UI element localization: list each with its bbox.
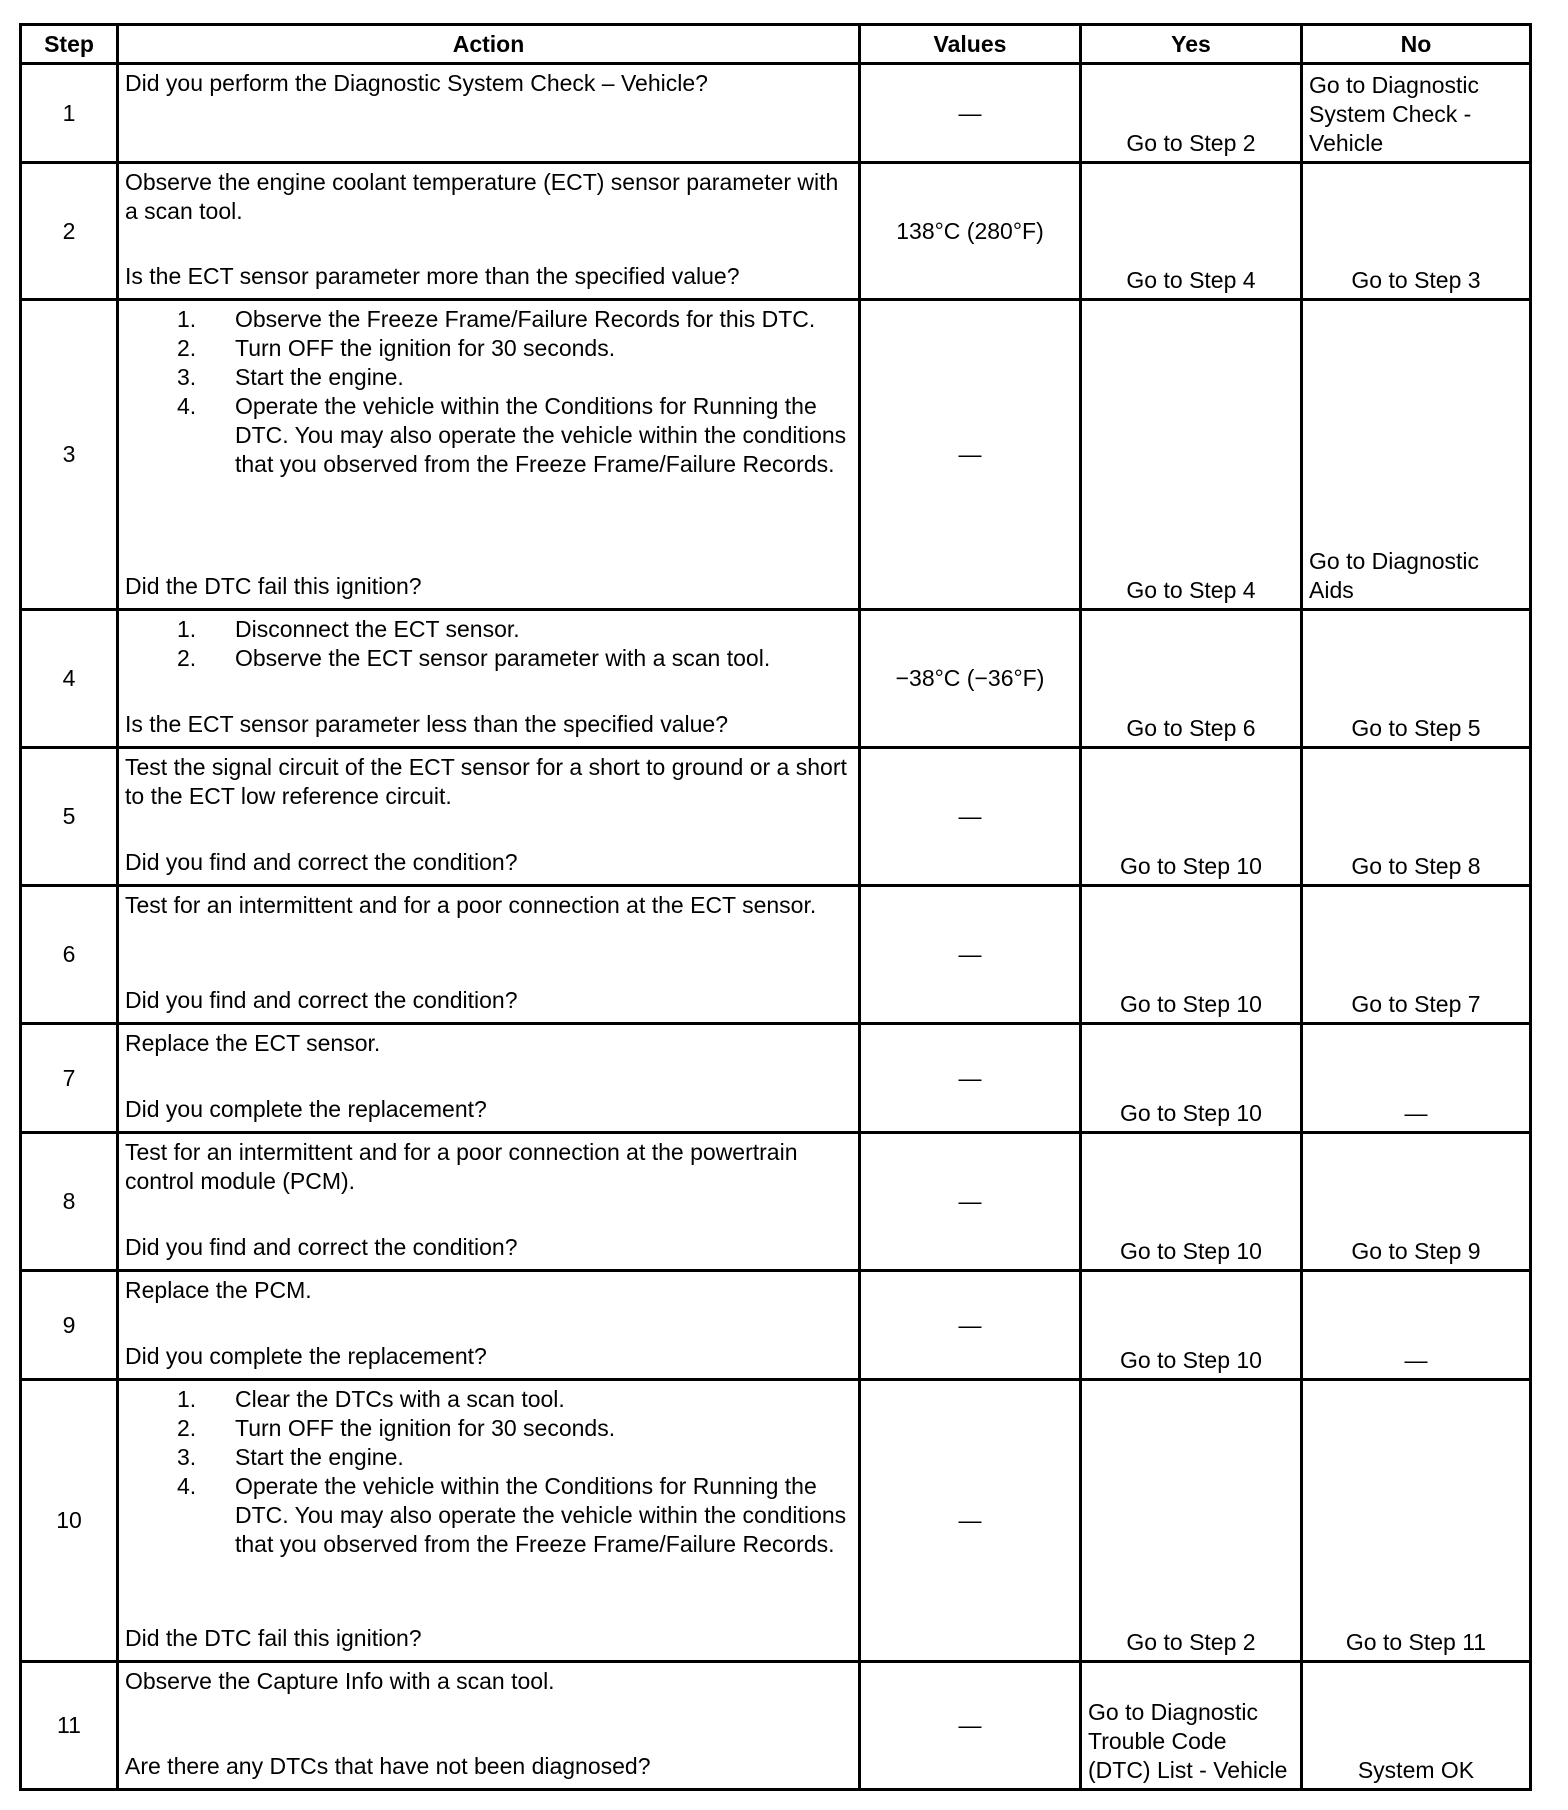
list-item-text: Operate the vehicle within the Conditions for Running the DTC. You may also operate the vehicle within the conditions that you observed from the Freeze Frame/Failure Records.	[235, 393, 847, 477]
step-number: 8	[21, 1133, 118, 1271]
yes-cell: Go to Step 10	[1081, 1271, 1302, 1380]
no-cell: System OK	[1302, 1662, 1531, 1790]
list-item-text: Clear the DTCs with a scan tool.	[235, 1386, 565, 1412]
action-cell	[118, 610, 860, 748]
no-cell: Go to Step 9	[1302, 1133, 1531, 1271]
no-cell: Go to Step 8	[1302, 748, 1531, 886]
step-number: 3	[21, 300, 118, 610]
yes-cell: Go to Step 4	[1081, 163, 1302, 300]
action-question: Is the ECT sensor parameter more than the specified value?	[125, 263, 740, 289]
action-cell	[118, 64, 860, 163]
action-question: Did the DTC fail this ignition?	[125, 573, 422, 599]
table-row	[21, 1380, 1531, 1662]
action-question: Did you complete the replacement?	[125, 1343, 487, 1369]
step-number: 7	[21, 1024, 118, 1133]
list-item	[125, 363, 852, 392]
table-row	[21, 748, 1531, 886]
action-steps-list	[125, 1385, 852, 1559]
list-item	[125, 392, 852, 479]
list-item	[125, 1472, 852, 1559]
list-item-text: Operate the vehicle within the Conditions for Running the DTC. You may also operate the vehicle within the conditions that you observed from the Freeze Frame/Failure Records.	[235, 1473, 847, 1557]
list-item	[125, 1414, 852, 1443]
yes-cell: Go to Step 6	[1081, 610, 1302, 748]
action-text: Replace the ECT sensor.	[125, 1030, 381, 1056]
value-cell: —	[860, 886, 1081, 1024]
list-item-number: 1.	[177, 1386, 197, 1412]
action-question: Did you complete the replacement?	[125, 1096, 487, 1122]
list-item-number: 2.	[177, 335, 197, 361]
action-cell	[118, 1024, 860, 1133]
table-row	[21, 163, 1531, 300]
list-item	[125, 644, 852, 673]
action-cell	[118, 1133, 860, 1271]
value-cell: —	[860, 64, 1081, 163]
list-item-number: 2.	[177, 1415, 197, 1441]
yes-cell: Go to Step 2	[1081, 64, 1302, 163]
value-cell: —	[860, 1133, 1081, 1271]
value-cell: —	[860, 300, 1081, 610]
header-step: Step	[21, 25, 118, 64]
action-cell	[118, 163, 860, 300]
action-text: Test the signal circuit of the ECT sensor for a short to ground or a short to the ECT low reference circuit.	[125, 754, 847, 809]
table-row	[21, 1133, 1531, 1271]
list-item-text: Start the engine.	[235, 364, 404, 390]
action-text: Replace the PCM.	[125, 1277, 312, 1303]
action-steps-list	[125, 305, 852, 479]
action-text: Observe the Capture Info with a scan tool.	[125, 1668, 555, 1694]
value-cell: —	[860, 1380, 1081, 1662]
list-item	[125, 305, 852, 334]
table-row	[21, 1024, 1531, 1133]
step-number: 10	[21, 1380, 118, 1662]
action-text: Observe the engine coolant temperature (ECT) sensor parameter with a scan tool.	[125, 169, 839, 224]
action-steps-list	[125, 615, 852, 673]
no-cell: —	[1302, 1271, 1531, 1380]
list-item-text: Observe the ECT sensor parameter with a scan tool.	[235, 645, 771, 671]
value-cell: —	[860, 1024, 1081, 1133]
list-item-number: 3.	[177, 364, 197, 390]
header-yes: Yes	[1081, 25, 1302, 64]
list-item-number: 1.	[177, 306, 197, 332]
step-number: 4	[21, 610, 118, 748]
value-cell: —	[860, 1271, 1081, 1380]
action-cell	[118, 1662, 860, 1790]
list-item	[125, 615, 852, 644]
action-text: Did you perform the Diagnostic System Check – Vehicle?	[125, 70, 708, 96]
list-item	[125, 334, 852, 363]
no-cell: Go to Step 3	[1302, 163, 1531, 300]
step-number: 6	[21, 886, 118, 1024]
yes-cell: Go to Step 10	[1081, 886, 1302, 1024]
table-row	[21, 1271, 1531, 1380]
list-item-text: Turn OFF the ignition for 30 seconds.	[235, 335, 616, 361]
action-cell	[118, 748, 860, 886]
header-row	[21, 25, 1531, 64]
action-question: Is the ECT sensor parameter less than the specified value?	[125, 711, 729, 737]
list-item-number: 1.	[177, 616, 197, 642]
list-item-text: Turn OFF the ignition for 30 seconds.	[235, 1415, 616, 1441]
value-cell: −38°C (−36°F)	[860, 610, 1081, 748]
header-action: Action	[118, 25, 860, 64]
action-cell	[118, 1271, 860, 1380]
table-body	[21, 64, 1531, 1790]
step-number: 1	[21, 64, 118, 163]
step-number: 5	[21, 748, 118, 886]
action-question: Did you find and correct the condition?	[125, 1234, 518, 1260]
list-item-text: Disconnect the ECT sensor.	[235, 616, 520, 642]
no-cell: Go to Diagnostic System Check - Vehicle	[1302, 64, 1531, 163]
action-question: Did the DTC fail this ignition?	[125, 1625, 422, 1651]
list-item-number: 4.	[177, 393, 197, 419]
action-text: Test for an intermittent and for a poor connection at the powertrain control module (PCM).	[125, 1139, 798, 1194]
no-cell: Go to Diagnostic Aids	[1302, 300, 1531, 610]
list-item	[125, 1385, 852, 1414]
no-cell: Go to Step 11	[1302, 1380, 1531, 1662]
header-values: Values	[860, 25, 1081, 64]
table-row	[21, 1662, 1531, 1790]
table-row	[21, 886, 1531, 1024]
action-text: Test for an intermittent and for a poor connection at the ECT sensor.	[125, 892, 817, 918]
table-row	[21, 610, 1531, 748]
action-cell	[118, 886, 860, 1024]
action-question: Did you find and correct the condition?	[125, 987, 518, 1013]
yes-cell: Go to Step 2	[1081, 1380, 1302, 1662]
action-cell	[118, 300, 860, 610]
list-item-number: 4.	[177, 1473, 197, 1499]
table-row	[21, 64, 1531, 163]
list-item-number: 2.	[177, 645, 197, 671]
list-item	[125, 1443, 852, 1472]
yes-cell: Go to Diagnostic Trouble Code (DTC) List - Vehicle	[1081, 1662, 1302, 1790]
diagnostic-table	[19, 23, 1532, 1791]
yes-cell: Go to Step 10	[1081, 1024, 1302, 1133]
yes-cell: Go to Step 10	[1081, 1133, 1302, 1271]
action-question: Are there any DTCs that have not been diagnosed?	[125, 1753, 651, 1779]
action-cell	[118, 1380, 860, 1662]
step-number: 9	[21, 1271, 118, 1380]
table-row	[21, 300, 1531, 610]
action-question: Did you find and correct the condition?	[125, 849, 518, 875]
value-cell: —	[860, 748, 1081, 886]
diagnostic-table-container	[19, 23, 1532, 1791]
step-number: 11	[21, 1662, 118, 1790]
header-no: No	[1302, 25, 1531, 64]
list-item-number: 3.	[177, 1444, 197, 1470]
no-cell: Go to Step 5	[1302, 610, 1531, 748]
yes-cell: Go to Step 10	[1081, 748, 1302, 886]
no-cell: Go to Step 7	[1302, 886, 1531, 1024]
list-item-text: Start the engine.	[235, 1444, 404, 1470]
yes-cell: Go to Step 4	[1081, 300, 1302, 610]
no-cell: —	[1302, 1024, 1531, 1133]
value-cell: 138°C (280°F)	[860, 163, 1081, 300]
step-number: 2	[21, 163, 118, 300]
value-cell: —	[860, 1662, 1081, 1790]
list-item-text: Observe the Freeze Frame/Failure Records for this DTC.	[235, 306, 816, 332]
